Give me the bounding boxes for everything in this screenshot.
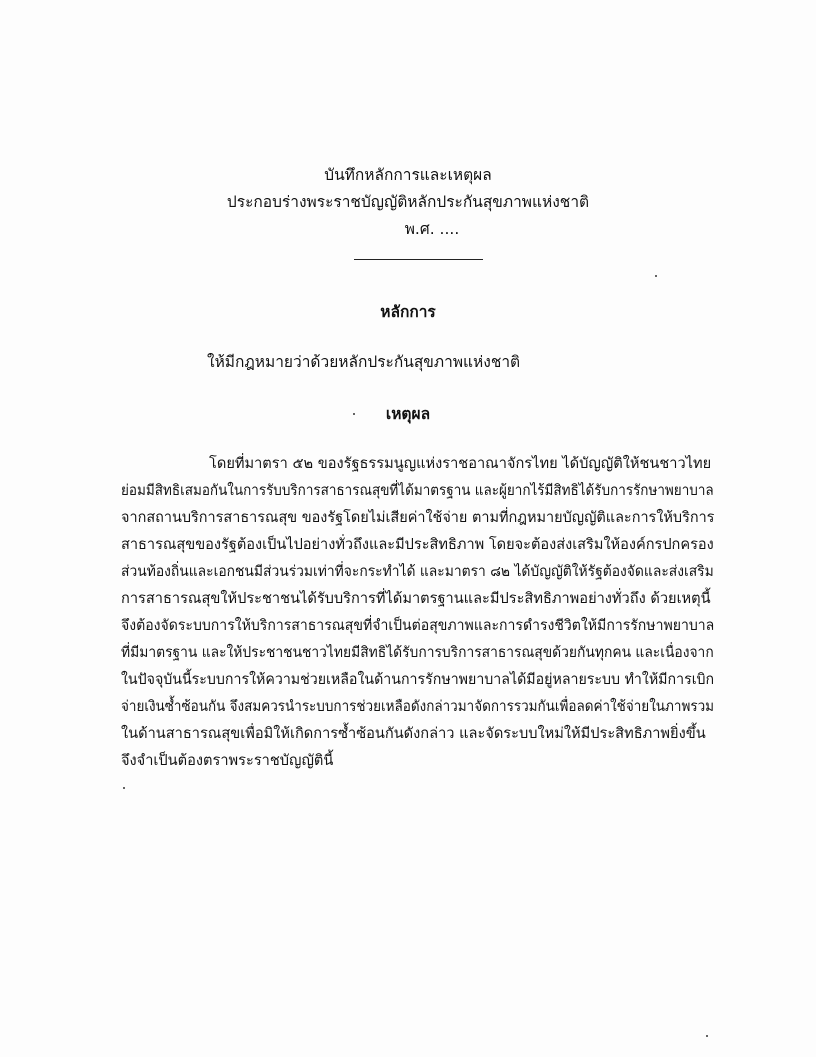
scan-speck [123,787,125,789]
scan-speck [353,413,355,415]
title-underline [354,259,483,260]
scan-speck [655,275,657,277]
reason-line: ในด้านสาธารณสุขเพื่อมิให้เกิดการซ้ำซ้อนกันดังกล่าว และจัดระบบใหม่ให้มีประสิทธิภาพยิ่งขึ้น [121,725,706,742]
reason-line: การสาธารณสุขให้ประชาชนได้รับบริการที่ได้มาตรฐานและมีประสิทธิภาพอย่างทั่วถึง ด้วยเหตุนี้ [121,590,711,607]
act-title: ประกอบร่างพระราชบัญญัติหลักประกันสุขภาพแห่งชาติ [226,193,590,211]
reason-line: ส่วนท้องถิ่นและเอกชนมีส่วนร่วมเท่าที่จะกระทำได้ และมาตรา ๘๒ ได้บัญญัติให้รัฐต้องจัดและส่งเสริม [121,563,714,580]
reason-line: ย่อมมีสิทธิเสมอกันในการรับบริการสาธารณสุขที่ได้มาตรฐาน และผู้ยากไร้มีสิทธิได้รับการรักษาพยาบาล [121,482,714,499]
reason-line: จากสถานบริการสาธารณสุข ของรัฐโดยไม่เสียค่าใช้จ่าย ตามที่กฎหมายบัญญัติและการให้บริการ [121,509,715,526]
reason-line: จึงจำเป็นต้องตราพระราชบัญญัตินี้ [121,752,334,769]
reason-line: ในปัจจุบันนี้ระบบการให้ความช่วยเหลือในด้านการรักษาพยาบาลได้มีอยู่หลายระบบ ทำให้มีการเบิก [121,671,715,688]
reason-heading: เหตุผล [385,405,431,423]
year-line: พ.ศ. .... [404,220,460,238]
reason-line: จึงต้องจัดระบบการให้บริการสาธารณสุขที่จำเป็นต่อสุขภาพและการดำรงชีวิตให้มีการรักษาพยาบาล [121,617,715,634]
principle-text: ให้มีกฎหมายว่าด้วยหลักประกันสุขภาพแห่งชาติ [207,353,521,371]
memo-title: บันทึกหลักการและเหตุผล [324,166,492,184]
reason-line: จ่ายเงินซ้ำซ้อนกัน จึงสมควรนำระบบการช่วยเหลือดังกล่าวมาจัดการรวมกันเพื่อลดค่าใช้จ่ายในภาพรวม [121,698,715,715]
principle-heading: หลักการ [380,303,436,321]
reason-line: สาธารณสุขของรัฐต้องเป็นไปอย่างทั่วถึงและมีประสิทธิภาพ โดยจะต้องส่งเสริมให้องค์กรปกครอง [121,536,714,553]
scan-speck [706,1035,708,1037]
reason-line: โดยที่มาตรา ๕๒ ของรัฐธรรมนูญแห่งราชอาณาจักรไทย ได้บัญญัติให้ชนชาวไทย [209,455,712,472]
reason-line: ที่มีมาตรฐาน และให้ประชาชนชาวไทยมีสิทธิได้รับการบริการสาธารณสุขด้วยกันทุกคน และเนื่องจาก [121,644,714,661]
